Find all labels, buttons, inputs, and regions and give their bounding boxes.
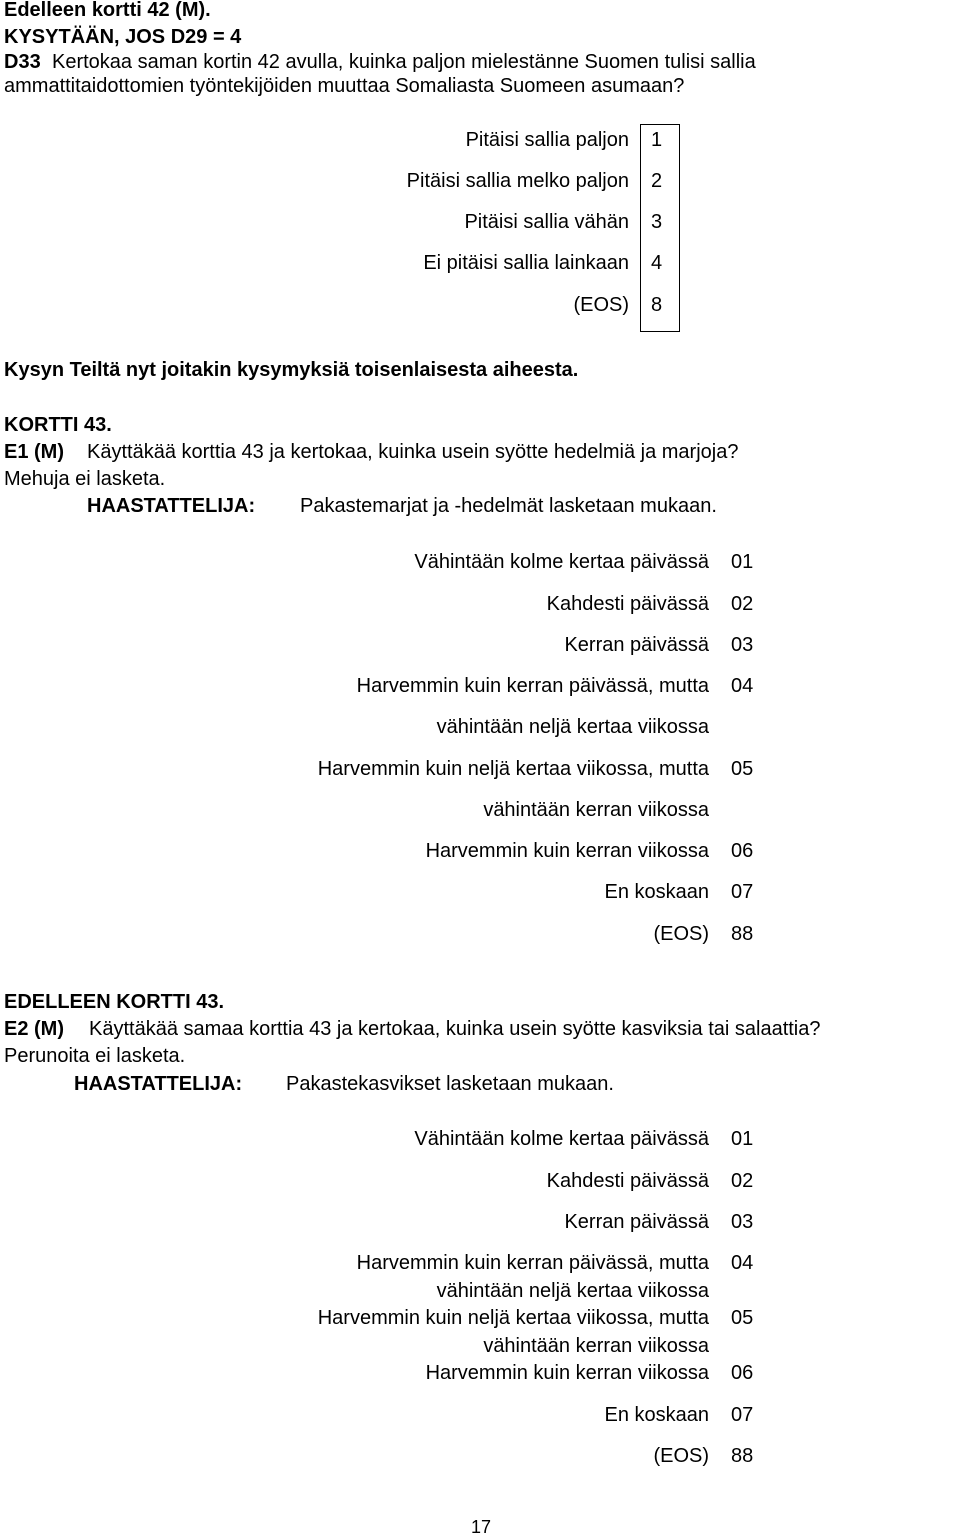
option-code: 4 — [651, 252, 663, 274]
interviewer-label-e2: HAASTATTELIJA: — [74, 1073, 243, 1095]
option-code: 03 — [731, 1211, 754, 1233]
question-text-e2: Käyttäkää samaa korttia 43 ja kertokaa, kuinka usein syötte kasviksia tai salaattia? — [89, 1018, 821, 1040]
option-code: 07 — [731, 1404, 754, 1426]
option-code: 06 — [731, 840, 754, 862]
option-code: 01 — [731, 1128, 754, 1150]
question-text-d33-cont: ammattitaidottomien työntekijöiden muuttaa Somaliasta Suomeen asumaan? — [4, 75, 685, 97]
option-label-cont: vähintään kerran viikossa — [483, 1335, 709, 1357]
option-code: 04 — [731, 675, 754, 697]
option-label: (EOS) — [573, 294, 629, 316]
option-code: 07 — [731, 881, 754, 903]
option-code: 8 — [651, 294, 663, 316]
option-code: 03 — [731, 634, 754, 656]
card-label-e2: EDELLEEN KORTTI 43. — [4, 991, 225, 1013]
condition-line: KYSYTÄÄN, JOS D29 = 4 — [4, 26, 242, 48]
transition-text: Kysyn Teiltä nyt joitakin kysymyksiä toisenlaisesta aiheesta. — [4, 359, 579, 381]
option-label: (EOS) — [653, 923, 709, 945]
option-label: Harvemmin kuin kerran päivässä, mutta — [356, 675, 709, 697]
option-code: 2 — [651, 170, 663, 192]
option-code: 88 — [731, 1445, 754, 1467]
option-code: 05 — [731, 758, 754, 780]
option-label: Harvemmin kuin kerran päivässä, mutta — [356, 1252, 709, 1274]
option-label: Harvemmin kuin kerran viikossa — [425, 1362, 709, 1384]
option-code: 88 — [731, 923, 754, 945]
interviewer-note-e1: Pakastemarjat ja -hedelmät lasketaan mukaan. — [300, 495, 717, 517]
page-number: 17 — [471, 1517, 492, 1537]
option-label: Ei pitäisi sallia lainkaan — [423, 252, 629, 274]
option-label: Harvemmin kuin kerran viikossa — [425, 840, 709, 862]
question-code-d33: D33 — [4, 51, 41, 73]
option-code: 04 — [731, 1252, 754, 1274]
option-label: (EOS) — [653, 1445, 709, 1467]
option-label: Vähintään kolme kertaa päivässä — [414, 1128, 709, 1150]
option-code: 02 — [731, 593, 754, 615]
interviewer-label-e1: HAASTATTELIJA: — [87, 495, 256, 517]
option-code: 01 — [731, 551, 754, 573]
option-label: Harvemmin kuin neljä kertaa viikossa, mutta — [317, 758, 709, 780]
question-code-e2: E2 (M) — [4, 1018, 64, 1040]
interviewer-note-e2: Pakastekasvikset lasketaan mukaan. — [286, 1073, 614, 1095]
option-label-cont: vähintään neljä kertaa viikossa — [436, 716, 709, 738]
option-label: Harvemmin kuin neljä kertaa viikossa, mutta — [317, 1307, 709, 1329]
option-label: Kahdesti päivässä — [546, 1170, 709, 1192]
option-label: Kerran päivässä — [564, 634, 709, 656]
option-label-cont: vähintään neljä kertaa viikossa — [436, 1280, 709, 1302]
option-label: En koskaan — [604, 1404, 709, 1426]
note-e2: Perunoita ei lasketa. — [4, 1045, 186, 1067]
question-code-e1: E1 (M) — [4, 441, 64, 463]
option-label: Kahdesti päivässä — [546, 593, 709, 615]
option-code: 3 — [651, 211, 663, 233]
option-label: Pitäisi sallia paljon — [465, 129, 629, 151]
question-text-d33: Kertokaa saman kortin 42 avulla, kuinka paljon mielestänne Suomen tulisi sallia — [52, 51, 756, 73]
option-label: Kerran päivässä — [564, 1211, 709, 1233]
card-reference: Edelleen kortti 42 (M). — [4, 0, 211, 21]
option-code: 05 — [731, 1307, 754, 1329]
option-code: 1 — [651, 129, 663, 151]
option-code: 02 — [731, 1170, 754, 1192]
option-label: En koskaan — [604, 881, 709, 903]
option-label-cont: vähintään kerran viikossa — [483, 799, 709, 821]
card-label-e1: KORTTI 43. — [4, 414, 112, 436]
option-label: Vähintään kolme kertaa päivässä — [414, 551, 709, 573]
note-e1: Mehuja ei lasketa. — [4, 468, 166, 490]
option-label: Pitäisi sallia vähän — [464, 211, 629, 233]
question-text-e1: Käyttäkää korttia 43 ja kertokaa, kuinka usein syötte hedelmiä ja marjoja? — [87, 441, 739, 463]
option-code: 06 — [731, 1362, 754, 1384]
option-label: Pitäisi sallia melko paljon — [406, 170, 629, 192]
